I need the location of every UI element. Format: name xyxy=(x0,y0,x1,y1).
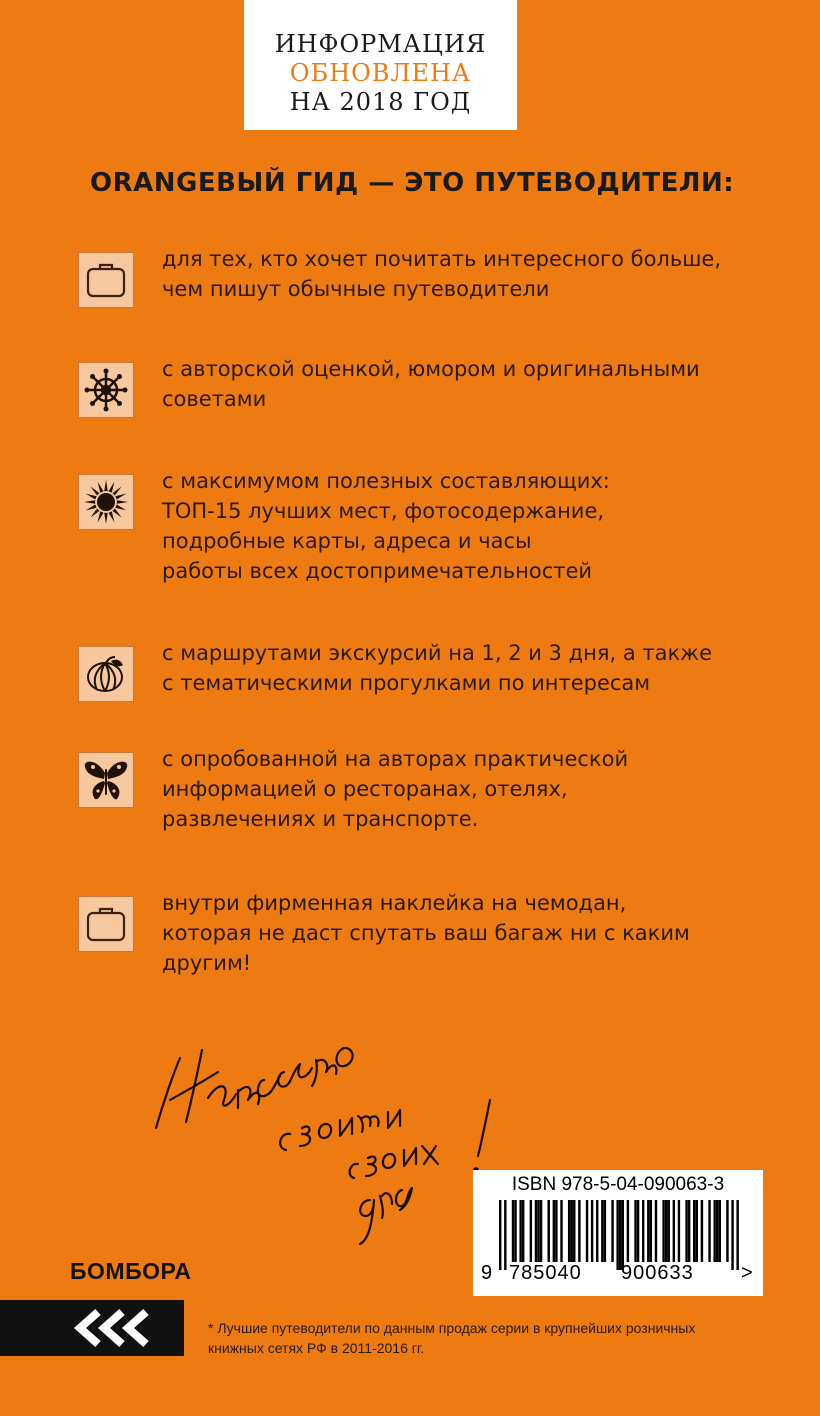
isbn-barcode-box xyxy=(473,1170,763,1296)
barcode-digits-left: 785040 xyxy=(509,1262,582,1284)
feature-line: внутри фирменная наклейка на чемодан, xyxy=(162,891,627,915)
footnote xyxy=(208,1318,798,1358)
feature-line: работы всех достопримечательностей xyxy=(162,559,593,583)
series-chevron-bar xyxy=(0,1300,184,1356)
pumpkin-icon xyxy=(78,646,134,702)
sun-icon xyxy=(78,474,134,530)
feature-line: с опробованной на авторах практической xyxy=(162,747,629,771)
info-line-3: НА 2018 ГОД xyxy=(289,88,472,116)
section-heading: ORANGEВЫЙ ГИД — ЭТО ПУТЕВОДИТЕЛИ: xyxy=(90,168,735,198)
feature-line: ТОП-15 лучших мест, фотосодержание, xyxy=(162,499,605,523)
footnote-line: * Лучшие путеводители по данным продаж серии в крупнейших розничных xyxy=(208,1320,696,1336)
info-line-2: ОБНОВЛЕНА xyxy=(289,59,472,87)
feature-line: советами xyxy=(162,387,267,411)
feature-line: подробные карты, адреса и часы xyxy=(162,529,532,553)
isbn-label: ISBN 978-5-04-090063-3 xyxy=(511,1174,725,1195)
feature-line: другим! xyxy=(162,951,252,975)
suitcase-icon xyxy=(78,252,134,308)
feature-line: с тематическими прогулками по интересам xyxy=(162,671,651,695)
feature-line: для тех, кто хочет почитать интересного больше, xyxy=(162,247,722,271)
feature-line: развлечениях и транспорте. xyxy=(162,807,479,831)
info-update-box xyxy=(244,0,517,130)
feature-line: которая не даст спутать ваш багаж ни с каким xyxy=(162,921,690,945)
barcode-digit-first: 9 xyxy=(481,1262,494,1284)
suitcase-icon xyxy=(78,896,134,952)
barcode-digits-right: 900633 xyxy=(621,1262,694,1284)
feature-line: с маршрутами экскурсий на 1, 2 и 3 дня, а также xyxy=(162,641,712,665)
footnote-line: книжных сетях РФ в 2011-2016 гг. xyxy=(208,1340,425,1356)
handwritten-signature xyxy=(140,1010,510,1260)
barcode-image xyxy=(499,1200,739,1270)
feature-line: информацией о ресторанах, отелях, xyxy=(162,777,568,801)
ship-wheel-icon xyxy=(78,362,134,418)
info-line-1: ИНФОРМАЦИЯ xyxy=(274,30,487,58)
publisher-logo: БОМБОРА xyxy=(70,1258,192,1284)
butterfly-icon xyxy=(78,752,134,808)
feature-line: с максимумом полезных составляющих: xyxy=(162,469,610,493)
barcode-arrow: > xyxy=(741,1262,754,1284)
feature-line: чем пишут обычные путеводители xyxy=(162,277,550,301)
feature-line: с авторской оценкой, юмором и оригинальными xyxy=(162,357,700,381)
